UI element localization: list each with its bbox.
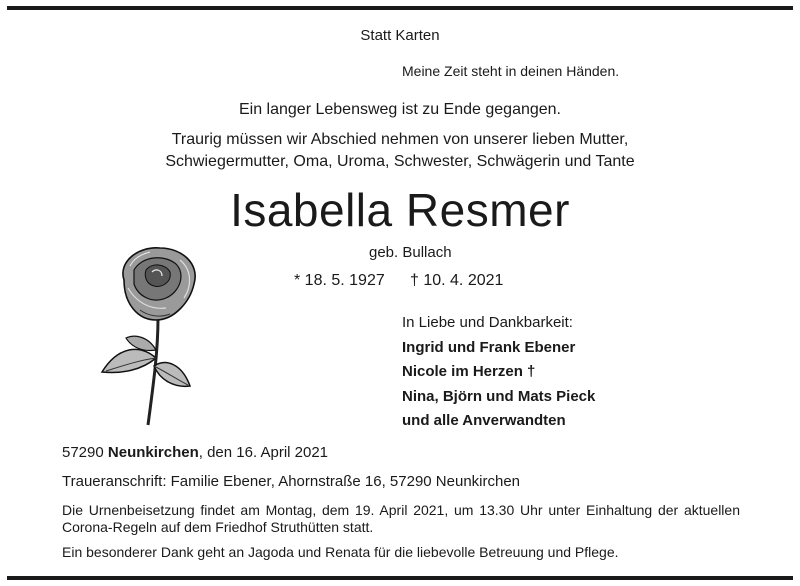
thanks-note: Ein besonderer Dank geht an Jagoda und Renata für die liebevolle Betreuung und Pflege.: [62, 544, 619, 560]
intro-line-2: Traurig müssen wir Abschied nehmen von unserer lieben Mutter,: [171, 131, 629, 148]
mourner-1: Ingrid und Frank Ebener: [402, 339, 576, 356]
burial-note: Die Urnenbeisetzung findet am Montag, dem 19. April 2021, um 13.30 Uhr unter Einhaltung der aktuellen Corona-Regeln auf dem Friedhof Struthütten statt.: [62, 502, 740, 535]
mourner-2: Nicole im Herzen †: [402, 363, 536, 380]
statt-karten: Statt Karten: [360, 27, 440, 44]
intro-line-1: Ein langer Lebensweg ist zu Ende gegangen.: [238, 101, 561, 118]
mourners-intro: In Liebe und Dankbarkeit:: [402, 314, 573, 331]
place-zip: 57290: [62, 444, 104, 461]
place-date-text: , den 16. April 2021: [198, 444, 329, 461]
intro-line-3: Schwiegermutter, Oma, Uroma, Schwester, Schwägerin und Tante: [165, 153, 635, 170]
birth-date: * 18. 5. 1927: [294, 272, 385, 289]
motto: Meine Zeit steht in deinen Händen.: [402, 63, 620, 79]
place-city: Neunkirchen: [107, 444, 199, 461]
rose-icon: [100, 240, 210, 430]
death-date: † 10. 4. 2021: [410, 272, 504, 289]
mourner-4: und alle Anverwandten: [402, 412, 566, 429]
deceased-name: Isabella Resmer: [230, 184, 570, 236]
mourner-3: Nina, Björn und Mats Pieck: [402, 388, 596, 405]
mourning-address: Traueranschrift: Familie Ebener, Ahornstraße 16, 57290 Neunkirchen: [62, 473, 521, 490]
place-date: [62, 444, 328, 461]
maiden-name: geb. Bullach: [369, 244, 452, 261]
